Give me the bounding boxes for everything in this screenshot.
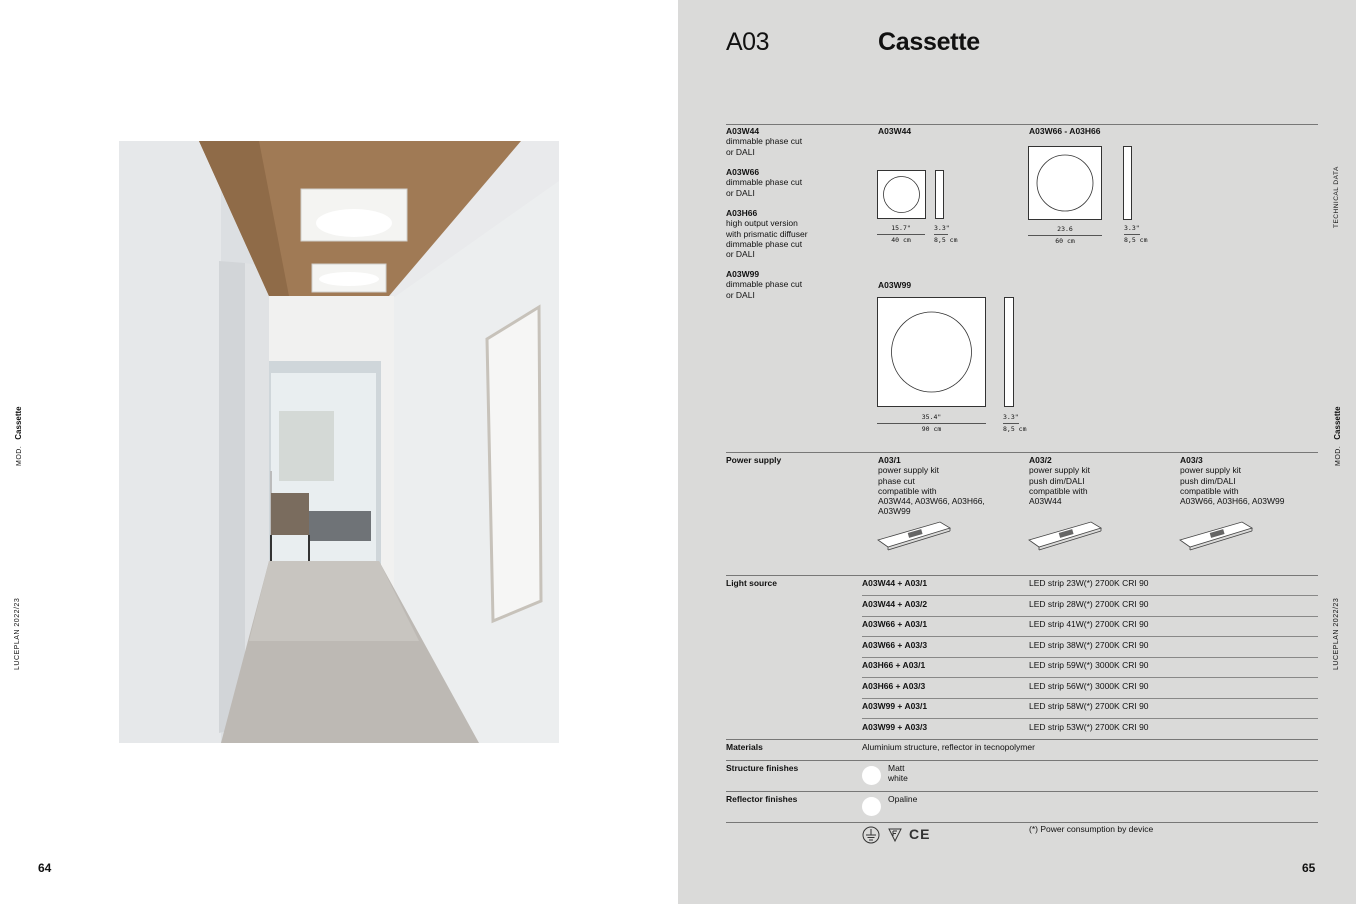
- model-desc-line: with prismatic diffuser: [726, 228, 808, 239]
- model-entry: [726, 167, 802, 198]
- model-entry: [726, 126, 802, 157]
- divider: [726, 452, 1318, 453]
- kit-line: A03W99: [878, 506, 911, 517]
- divider: [726, 822, 1318, 823]
- corridor-photo: [119, 141, 559, 743]
- product-code: A03: [726, 28, 769, 56]
- materials-label: Materials: [726, 742, 763, 752]
- divider: [726, 124, 1318, 125]
- f-mark-triangle-icon: [888, 827, 902, 843]
- drawing-title-medium: A03W66 - A03H66: [1029, 126, 1101, 136]
- light-combo: A03W44 + A03/2: [862, 599, 928, 609]
- materials-value: Aluminium structure, reflector in tecnopolymer: [862, 742, 1035, 752]
- model-code: A03W44: [726, 126, 760, 136]
- ce-mark-icon: CE: [909, 826, 931, 842]
- dim-line: [877, 234, 925, 235]
- kit-code: A03/1: [878, 455, 901, 465]
- model-desc-line: or DALI: [726, 249, 755, 260]
- kit-line: A03W44: [1029, 496, 1062, 507]
- technical-data-label: TECHNICAL DATA: [1333, 166, 1340, 228]
- kit-line: compatible with: [878, 485, 937, 496]
- structure-finishes-label: Structure finishes: [726, 763, 799, 773]
- light-spec: LED strip 38W(*) 2700K CRI 90: [1029, 640, 1149, 650]
- dim-medium-width-cm: 60 cm: [1055, 237, 1075, 245]
- kit-line: power supply kit: [1180, 465, 1241, 476]
- power-kit-drawing-icon: [1178, 516, 1256, 552]
- power-kit: [878, 455, 985, 517]
- power-kit: [1029, 455, 1090, 506]
- light-source-label: Light source: [726, 578, 778, 588]
- right-side-name: Cassette: [1333, 406, 1342, 440]
- power-supply-label: Power supply: [726, 455, 782, 465]
- model-code: A03W66: [726, 167, 760, 177]
- left-side-model-label: [14, 406, 23, 466]
- right-page-number: 65: [1302, 861, 1316, 875]
- kit-line: push dim/DALI: [1180, 475, 1236, 486]
- model-desc-line: dimmable phase cut: [726, 136, 803, 147]
- dim-line: [877, 423, 986, 424]
- light-spec: LED strip 59W(*) 3000K CRI 90: [1029, 660, 1149, 670]
- dim-line: [934, 234, 948, 235]
- right-catalog-label: LUCEPLAN 2022/23: [1333, 597, 1340, 670]
- divider: [862, 698, 1318, 699]
- light-combo: A03H66 + A03/3: [862, 681, 926, 691]
- divider: [726, 760, 1318, 761]
- dim-small-height-in: 3.3": [934, 224, 950, 232]
- dim-large-width-cm: 90 cm: [921, 425, 942, 433]
- dim-small-width-in: 15.7": [891, 224, 911, 232]
- light-spec: LED strip 41W(*) 2700K CRI 90: [1029, 619, 1149, 629]
- dim-medium-height-cm: 8,5 cm: [1124, 236, 1148, 244]
- power-kit: [1180, 455, 1284, 506]
- drawing-title-small: A03W44: [878, 126, 912, 136]
- structure-finish-name: [888, 763, 908, 784]
- dim-medium-height-in: 3.3": [1124, 224, 1140, 232]
- right-page: [678, 0, 1356, 904]
- divider: [726, 575, 1318, 576]
- divider: [726, 739, 1318, 740]
- divider: [726, 791, 1318, 792]
- divider: [862, 595, 1318, 596]
- light-spec: LED strip 53W(*) 2700K CRI 90: [1029, 722, 1149, 732]
- model-desc-line: dimmable phase cut: [726, 238, 803, 249]
- light-spec: LED strip 56W(*) 3000K CRI 90: [1029, 681, 1149, 691]
- left-catalog-label: LUCEPLAN 2022/23: [14, 597, 21, 670]
- power-kit-drawing-icon: [876, 516, 954, 552]
- model-entry: [726, 208, 808, 259]
- light-spec: LED strip 58W(*) 2700K CRI 90: [1029, 701, 1149, 711]
- kit-line: compatible with: [1180, 485, 1239, 496]
- light-combo: A03W66 + A03/1: [862, 619, 928, 629]
- light-combo: A03W66 + A03/3: [862, 640, 928, 650]
- model-desc-line: high output version: [726, 218, 798, 229]
- divider: [862, 636, 1318, 637]
- kit-code: A03/3: [1180, 455, 1203, 465]
- corridor-illustration: [119, 141, 559, 743]
- divider: [862, 677, 1318, 678]
- left-page-number: 64: [38, 861, 52, 875]
- left-side-prefix: MOD.: [16, 445, 23, 466]
- model-desc-line: or DALI: [726, 289, 755, 300]
- kit-code: A03/2: [1029, 455, 1052, 465]
- light-spec: LED strip 23W(*) 2700K CRI 90: [1029, 578, 1149, 588]
- left-side-name: Cassette: [14, 406, 23, 440]
- kit-line: power supply kit: [878, 465, 939, 476]
- dim-line: [1124, 234, 1140, 235]
- model-code: A03W99: [726, 269, 760, 279]
- divider: [862, 718, 1318, 719]
- kit-line: A03W44, A03W66, A03H66,: [878, 496, 985, 507]
- dim-small-height-cm: 8,5 cm: [934, 236, 958, 244]
- reflector-finish-swatch: [862, 797, 881, 816]
- ground-symbol-icon: [862, 826, 880, 844]
- dim-small-width-cm: 40 cm: [891, 236, 911, 244]
- dim-large-height-in: 3.3": [1003, 413, 1019, 421]
- divider: [862, 657, 1318, 658]
- light-combo: A03H66 + A03/1: [862, 660, 926, 670]
- kit-line: power supply kit: [1029, 465, 1090, 476]
- model-desc-line: or DALI: [726, 187, 755, 198]
- model-entry: [726, 269, 802, 300]
- kit-line: A03W66, A03H66, A03W99: [1180, 496, 1285, 507]
- dim-large-width-in: 35.4": [921, 413, 942, 421]
- dim-line: [1003, 423, 1019, 424]
- product-name: Cassette: [878, 28, 980, 56]
- kit-line: phase cut: [878, 475, 915, 486]
- footnote: (*) Power consumption by device: [1029, 824, 1154, 834]
- light-combo: A03W44 + A03/1: [862, 578, 928, 588]
- structure-finish-line1: Matt: [888, 763, 905, 773]
- drawing-small: [877, 170, 949, 222]
- light-combo: A03W99 + A03/1: [862, 701, 928, 711]
- reflector-finish-name: Opaline: [888, 794, 918, 804]
- model-desc-line: dimmable phase cut: [726, 177, 803, 188]
- model-desc-line: or DALI: [726, 146, 755, 157]
- divider: [862, 616, 1318, 617]
- model-code: A03H66: [726, 208, 758, 218]
- light-spec: LED strip 28W(*) 2700K CRI 90: [1029, 599, 1149, 609]
- model-desc-line: dimmable phase cut: [726, 279, 803, 290]
- power-kit-drawing-icon: [1027, 516, 1105, 552]
- structure-finish-line2: white: [888, 773, 908, 784]
- dim-medium-width-in: 23.6: [1057, 225, 1073, 233]
- drawing-large: [877, 297, 1019, 409]
- kit-line: push dim/DALI: [1029, 475, 1085, 486]
- light-combo: A03W99 + A03/3: [862, 722, 928, 732]
- drawing-title-large: A03W99: [878, 280, 912, 290]
- right-side-prefix: MOD.: [1335, 445, 1342, 466]
- dim-line: [1028, 235, 1102, 236]
- right-side-model-label: [1333, 406, 1342, 466]
- drawing-medium: [1028, 146, 1138, 222]
- kit-line: compatible with: [1029, 485, 1088, 496]
- structure-finish-swatch: [862, 766, 881, 785]
- dim-large-height-cm: 8,5 cm: [1003, 425, 1027, 433]
- reflector-finishes-label: Reflector finishes: [726, 794, 798, 804]
